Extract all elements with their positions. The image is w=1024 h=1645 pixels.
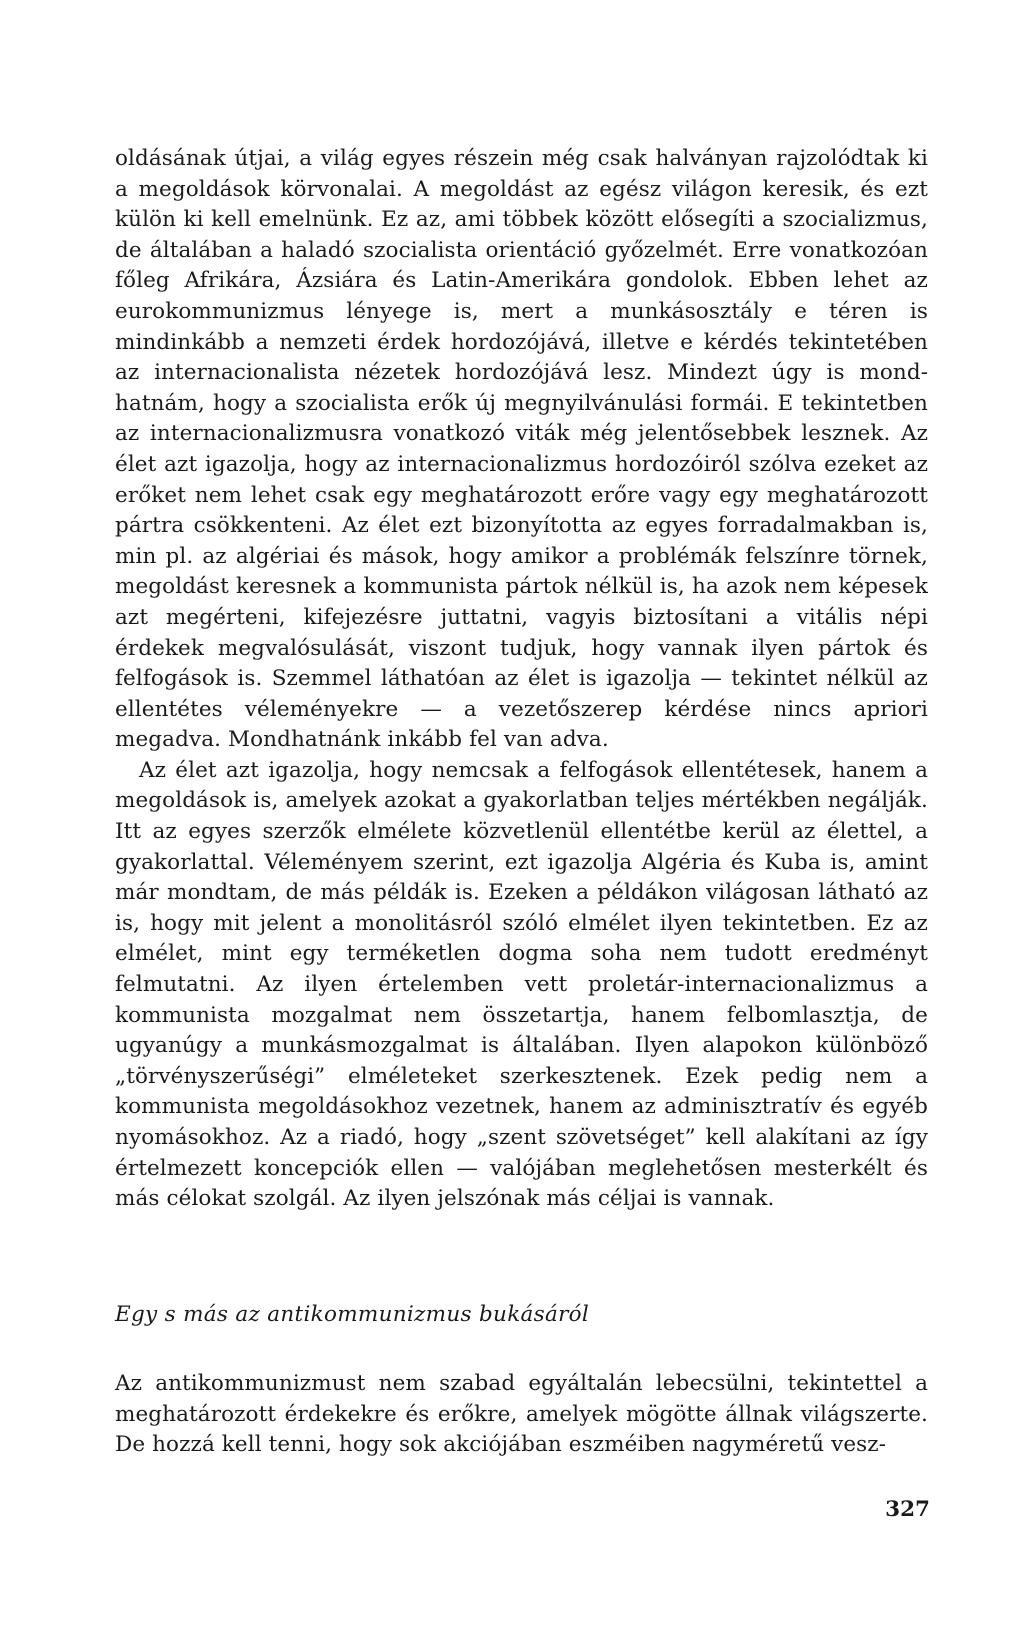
- section-heading: Egy s más az antikommunizmus bukásáról: [115, 1302, 590, 1327]
- page-number: 327: [885, 1497, 930, 1522]
- paragraph-2: Az élet azt igazolja, hogy nemcsak a felfogások ellentétesek, hanem a megoldások is, amelyek azokat a gyakorlatban teljes mértékben negálják. Itt az egyes szerzők elmélete közvetlenül ellentétbe kerül az élettel, a gyakorlattal. Véleményem szerint, ezt igazolja Algéria és Kuba is, amint már mondtam, de más példák is. Ezeken a példákon világosan látható az is, hogy mit jelent a monolitásról szóló elmélet ilyen tekintetben. Ez az elmélet, mint egy terméketlen dogma soha nem tudott eredményt felmutatni. Az ilyen értelemben vett proletár-internacionalizmus a kommunista mozgalmat nem összetartja, hanem felbomlasztja, de ugyanúgy a munkásmozgalmat is általában. Ilyen alapokon különböző „törvényszerűségi” elméleteket szerkesztenek. Ezek pedig nem a kommunista megoldásokhoz vezetnek, hanem az adminisztratív és egyéb nyomásokhoz. Az a riadó, hogy „szent szövetséget” kell alakítani az így értelmezett koncepciók ellen — valójában meglehetősen mesterkélt és más célokat szolgál. Az ilyen jelszónak más céljai is vannak.: [115, 757, 928, 1212]
- body-text: [115, 144, 928, 1215]
- paragraph-1: oldásának útjai, a világ egyes részein még csak halványan rajzolódtak ki a megoldások körvonalai. A megoldást az egész világon keresik, és ezt külön ki kell emelnünk. Ez az, ami többek között elősegíti a szocializmus, de általában a haladó szocialista orientáció győzelmét. Erre vonatkozóan főleg Afrikára, Ázsiára és Latin-Amerikára gondolok. Ebben lehet az eurokommunizmus lényege is, mert a munkásosztály e téren is mindinkább a nemzeti érdek hordozójává, illetve e kérdés tekintetében az internacionalista nézetek hordozójává lesz. Mindezt úgy is mondhatnám, hogy a szocialista erők új megnyilvánulási formái. E tekintetben az internacionalizmusra vonatkozó viták még jelentősebbek lesznek. Az élet azt igazolja, hogy az internacionalizmus hordozóiról szólva ezeket az erőket nem lehet csak egy meghatározott erőre vagy egy meghatározott pártra csökkenteni. Az élet ezt bizonyította az egyes forradalmakban is, min pl. az algériai és mások, hogy amikor a problémák felszínre törnek, megoldást keresnek a kommunista pártok nélkül is, ha azok nem képesek azt megérteni, kifejezésre juttatni, vagyis biztosítani a vitális népi érdekek megvalósulását, viszont tudjuk, hogy vannak ilyen pártok és felfogások is. Szemmel láthatóan az élet is igazolja — tekintet nélkül az ellentétes véleményekre — a vezetőszerep kérdése nincs apriori megadva. Mondhatnánk inkább fel van adva.: [115, 146, 928, 753]
- section-paragraph: Az antikommunizmust nem szabad egyáltalán lebecsülni, tekintettel a meghatározott érdekekre és erőkre, amelyek mögötte állnak világszerte. De hozzá kell tenni, hogy sok akciójában eszméiben nagyméretű vesz-: [115, 1371, 928, 1458]
- section-body-text: [115, 1369, 928, 1461]
